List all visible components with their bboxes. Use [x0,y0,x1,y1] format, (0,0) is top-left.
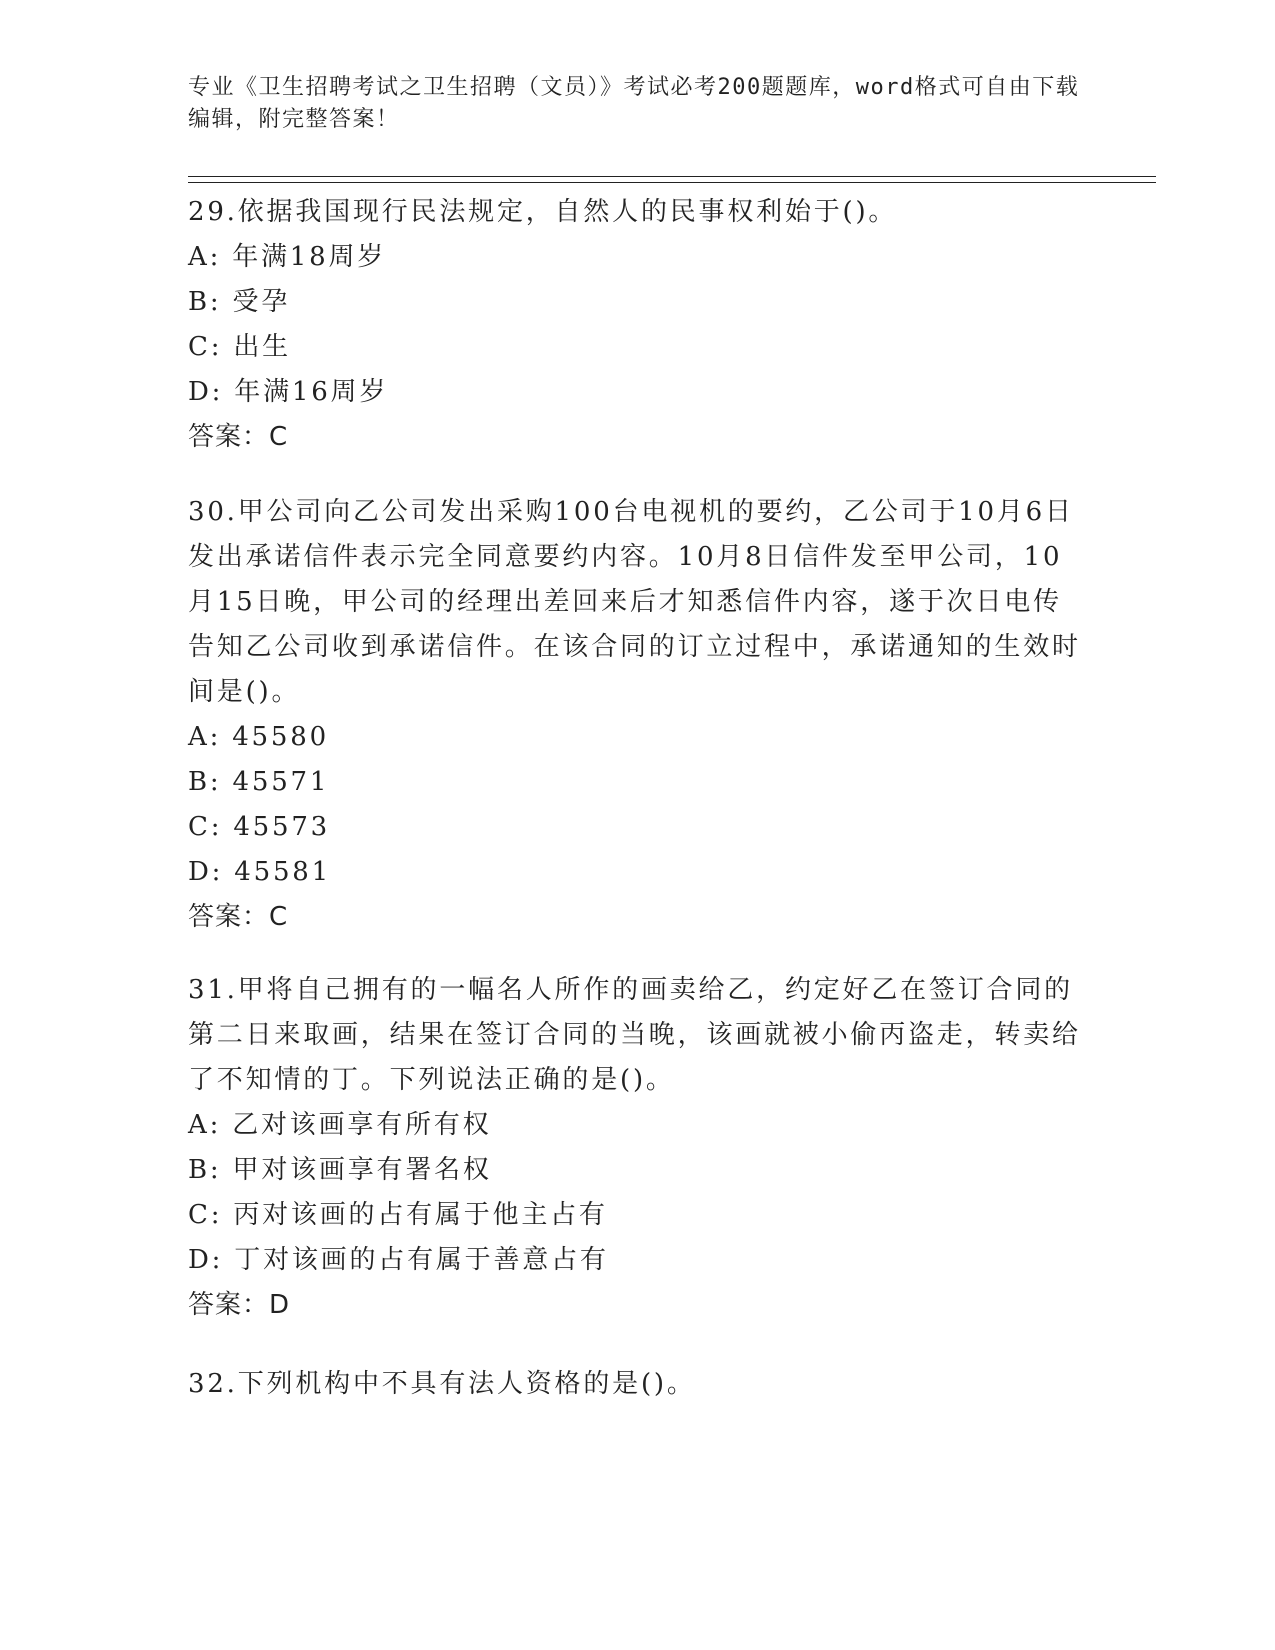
question-31 [188,968,1088,1328]
answer-line [188,415,1088,460]
question-30 [188,490,1088,940]
option-d: D: 45581 [188,857,331,887]
answer-line [188,895,1088,940]
answer-value: C [269,422,289,452]
option-c: C: 出生 [188,332,291,362]
question-stem: 30.甲公司向乙公司发出采购100台电视机的要约，乙公司于10月6日发出承诺信件表示完全同意要约内容。10月8日信件发至甲公司，10月15日晚，甲公司的经理出差回来后才知悉信件内容，遂于次日电传告知乙公司收到承诺信件。在该合同的订立过程中，承诺通知的生效时间是()。 [188,497,1081,707]
answer-label: 答案： [188,422,270,452]
option-b: B: 甲对该画享有署名权 [188,1155,492,1185]
option-a: A: 45580 [188,722,329,752]
header-divider-bottom [188,182,1156,183]
question-stem: 29.依据我国现行民法规定，自然人的民事权利始于()。 [188,197,898,227]
question-29 [188,190,1088,460]
option-a: A: 年满18周岁 [188,242,387,272]
document-header: 专业《卫生招聘考试之卫生招聘（文员）》考试必考200题题库，word格式可自由下载编辑，附完整答案！ [188,75,1080,132]
option-d: D: 丁对该画的占有属于善意占有 [188,1245,609,1275]
question-32 [188,1362,1088,1407]
option-c: C: 丙对该画的占有属于他主占有 [188,1200,608,1230]
option-b: B: 45571 [188,767,330,797]
option-a: A: 乙对该画享有所有权 [188,1110,492,1140]
option-c: C: 45573 [188,812,331,842]
question-stem: 32.下列机构中不具有法人资格的是()。 [188,1369,696,1399]
answer-line [188,1283,1088,1328]
option-d: D: 年满16周岁 [188,377,389,407]
answer-value: C [269,902,289,932]
question-stem: 31.甲将自己拥有的一幅名人所作的画卖给乙，约定好乙在签订合同的第二日来取画，结果在签订合同的当晚，该画就被小偷丙盗走，转卖给了不知情的丁。下列说法正确的是()。 [188,975,1081,1095]
header-divider-top [188,176,1156,177]
answer-value: D [269,1290,291,1320]
option-b: B: 受孕 [188,287,291,317]
answer-label: 答案： [188,902,270,932]
answer-label: 答案： [188,1290,270,1320]
